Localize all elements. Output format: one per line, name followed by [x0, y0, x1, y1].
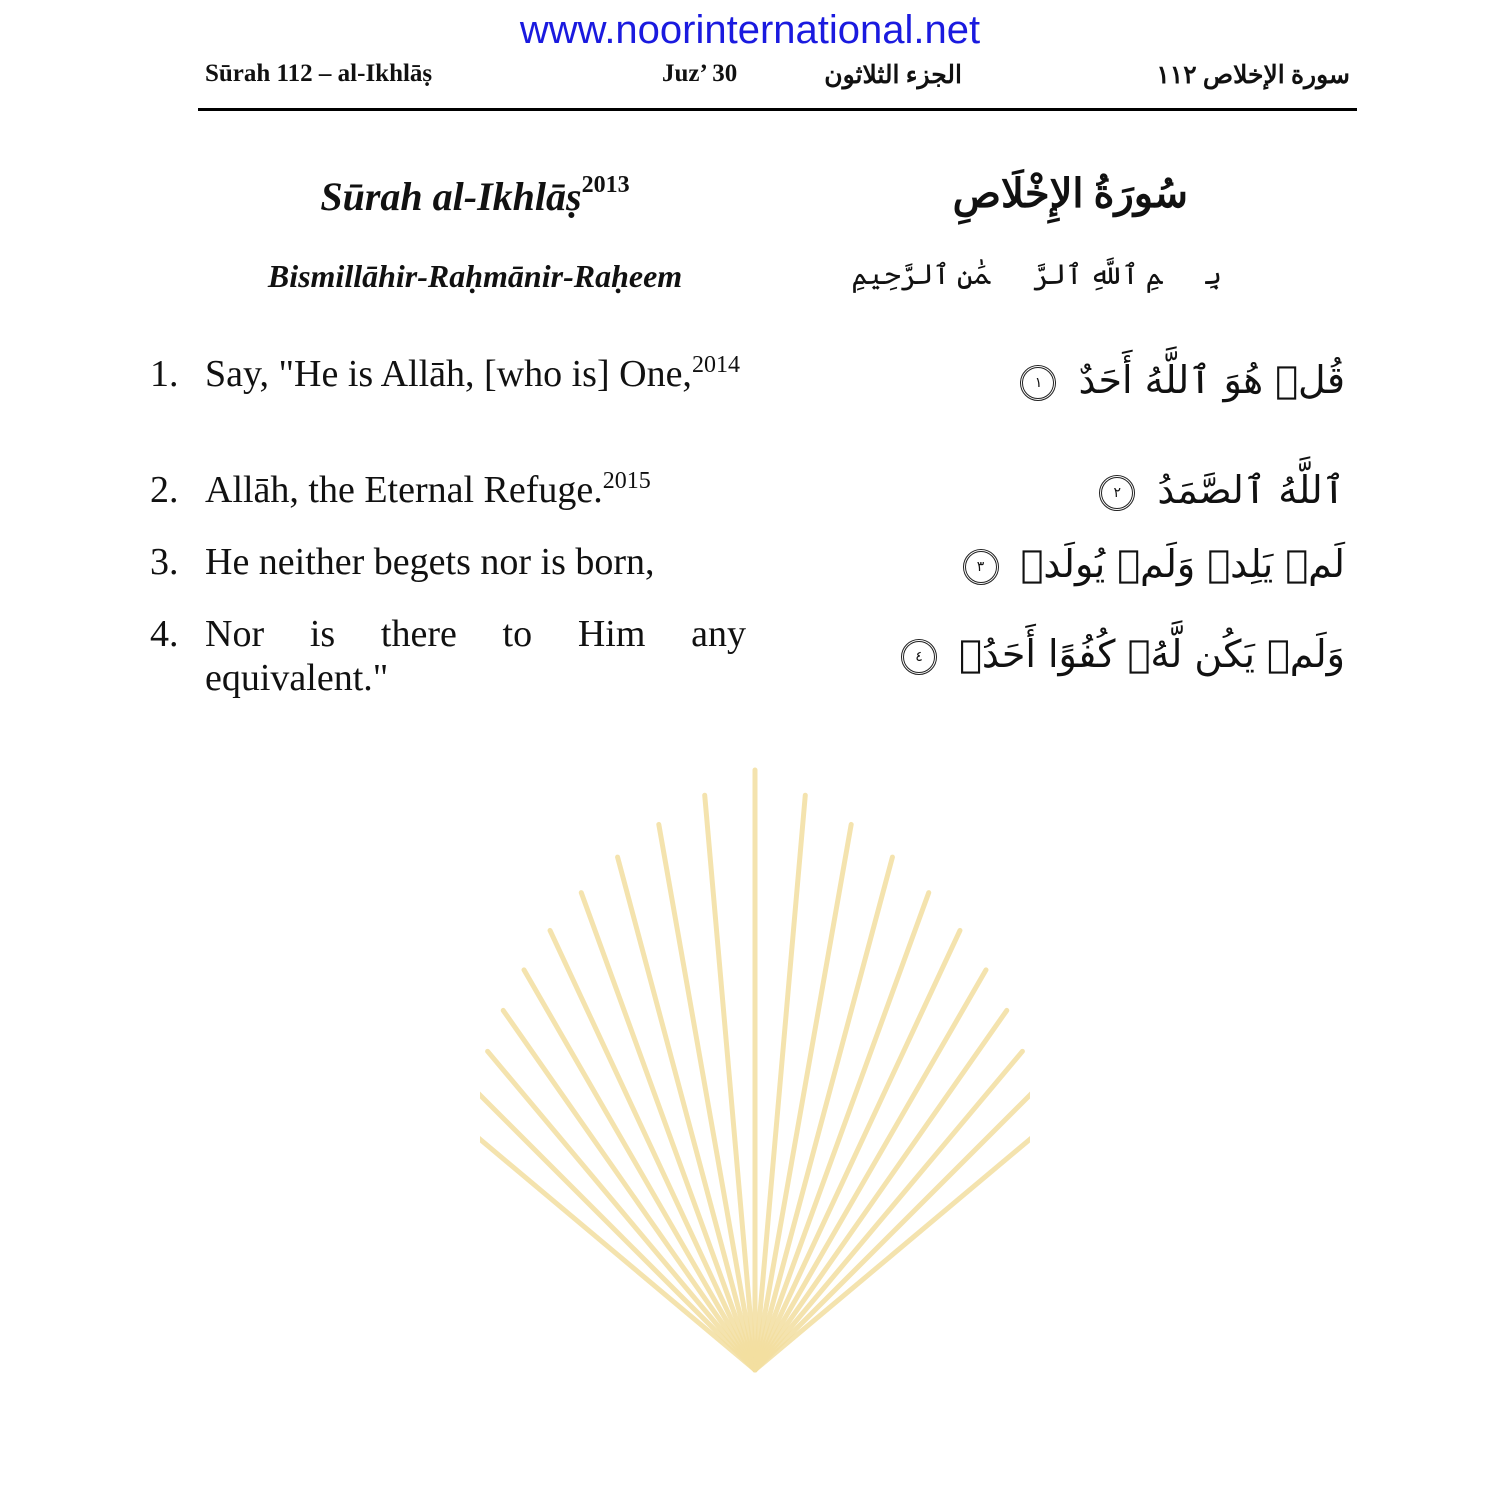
site-url-link[interactable]: www.noorinternational.net — [519, 8, 981, 52]
arabic-verse-text: ٱللَّهُ ٱلصَّمَدُ — [1157, 468, 1345, 512]
arabic-verse-text: قُلۡ هُوَ ٱللَّهُ أَحَدٌ — [1078, 358, 1345, 402]
ayah-marker-icon: ١ — [1020, 365, 1056, 401]
verse-number: 3. — [150, 541, 179, 583]
verse-4 — [150, 612, 746, 700]
header-divider — [198, 108, 1357, 111]
ayah-marker-icon: ٢ — [1099, 475, 1135, 511]
verse-text: He neither begets nor is born, — [205, 541, 655, 583]
verse-text: Nor is there to Him any equivalent." — [205, 613, 746, 699]
verse-number: 2. — [150, 469, 179, 511]
verse-footnote-ref[interactable]: 2015 — [602, 468, 651, 494]
arabic-verse-1 — [1020, 358, 1345, 402]
basmala-english: Bismillāhir-Raḥmānir-Raḥeem — [267, 258, 683, 294]
header-juz-label: Juz’ 30 — [662, 60, 738, 87]
ayah-marker-icon: ٣ — [963, 549, 999, 585]
sunburst-watermark-icon — [480, 760, 1030, 1380]
basmala-arabic: بِسۡمِ ٱللَّهِ ٱلرَّحۡمَٰنِ ٱلرَّحِيمِ — [851, 260, 1222, 291]
verse-1 — [150, 352, 746, 396]
surah-title-english — [220, 172, 730, 220]
verse-footnote-ref[interactable]: 2014 — [691, 352, 740, 378]
arabic-verse-text: وَلَمۡ يَكُن لَّهُۥ كُفُوًا أَحَدُۢ — [959, 632, 1345, 676]
surah-title-text: Sūrah al-Ikhlāṣ — [320, 174, 582, 219]
header-juz-arabic: الجزء الثلاثون — [824, 62, 962, 89]
arabic-verse-3 — [963, 542, 1345, 586]
arabic-verse-4 — [901, 632, 1345, 676]
verse-number: 1. — [150, 353, 179, 395]
header-surah-arabic: سورة الإخلاص ١١٢ — [1156, 62, 1350, 89]
ayah-marker-icon: ٤ — [901, 639, 937, 675]
title-footnote-ref[interactable]: 2013 — [581, 172, 630, 198]
arabic-verse-2 — [1099, 468, 1345, 512]
header-surah-label: Sūrah 112 – al-Ikhlāṣ — [205, 60, 433, 87]
verse-2 — [150, 468, 746, 512]
verse-text: Allāh, the Eternal Refuge. — [205, 469, 603, 511]
arabic-verse-text: لَمۡ يَلِدۡ وَلَمۡ يُولَدۡ — [1020, 542, 1345, 586]
verse-3 — [150, 540, 746, 584]
verse-number: 4. — [150, 613, 179, 655]
surah-title-arabic: سُورَةُ الإِخْلَاصِ — [952, 171, 1188, 216]
verse-text: Say, "He is Allāh, [who is] One, — [205, 353, 692, 395]
